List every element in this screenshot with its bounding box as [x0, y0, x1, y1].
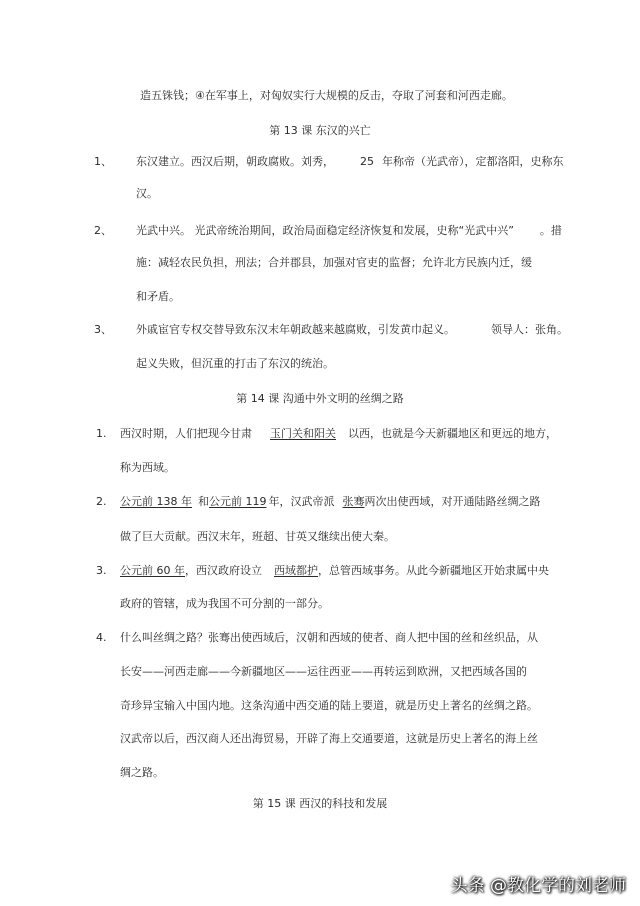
text-line [136, 323, 568, 337]
text-line: 绸之路。 [120, 766, 164, 779]
text-line [120, 564, 549, 578]
text-line: 长安——河西走廊——今新疆地区——运往西亚——再转运到欧洲，又把西域各国的 [120, 665, 527, 678]
lesson-15-title: 第 15 课 西汉的科技和发展 [252, 797, 388, 810]
text-fragment: 年，汉武帝派 [268, 495, 335, 508]
lesson-13-title: 第 13 课 东汉的兴亡 [269, 124, 371, 137]
item-number: 2. [96, 495, 107, 508]
text-line: 汉。 [136, 187, 158, 200]
text-line [120, 427, 557, 441]
text-line: 做了巨大贡献。西汉末年，班超、甘英又继续出使大秦。 [120, 530, 395, 543]
text-line: 施：减轻农民负担，刑法；合并郡县，加强对官吏的监督；允许北方民族内迁，缓 [136, 256, 532, 269]
text-fragment: 25 [360, 155, 374, 168]
text-fragment: 东汉建立。西汉后期，朝政腐败。刘秀， [136, 155, 334, 168]
text-fragment: 领导人：张角。 [491, 323, 568, 336]
fill-blank-answer: 公元前 119 [209, 495, 267, 508]
text-fragment: 以西，也就是今天新疆地区和更远的地方， [348, 427, 557, 440]
text-line: 和矛盾。 [136, 290, 180, 303]
item-number: 3、 [94, 323, 112, 336]
text-line [136, 155, 564, 169]
text-line: 什么叫丝绸之路？张骞出使西域后，汉朝和西域的使者、商人把中国的丝和丝织品，从 [120, 631, 538, 644]
item-number: 3. [96, 564, 107, 577]
fill-blank-answer: 张骞 [342, 495, 365, 508]
text-fragment: 和 [198, 495, 209, 508]
text-fragment: 光武中兴。 光武帝统治期间，政治局面稳定经济恢复和发展，史称“光武中兴” [136, 224, 514, 237]
text-line: 奇珍异宝输入中国内地。这条沟通中西交通的陆上要道，就是历史上著名的丝绸之路。 [120, 699, 538, 712]
text-fragment: ，总管西域事务。从此今新疆地区开始隶属中央 [318, 564, 549, 577]
text-line [120, 495, 541, 509]
fill-blank-answer: 西域都护 [274, 564, 318, 577]
item-number: 1、 [94, 155, 112, 168]
item-number: 1. [96, 427, 107, 440]
text-fragment: ，西汉政府设立 [185, 564, 262, 577]
fill-blank-answer: 公元前 60 年 [120, 564, 185, 577]
watermark: 头条 @教化学的刘老师 [450, 876, 626, 896]
text-line [136, 224, 562, 238]
item-number: 4. [96, 631, 107, 644]
text-fragment: 两次出使西域，对开通陆路丝绸之路 [364, 495, 541, 508]
text-line: 起义失败，但沉重的打击了东汉的统治。 [136, 357, 334, 370]
lesson-14-title: 第 14 课 沟通中外文明的丝绸之路 [236, 392, 404, 405]
fill-blank-answer: 玉门关和阳关 [270, 427, 336, 440]
text-fragment: 年称帝（光武帝），定都洛阳，史称东 [382, 155, 564, 168]
fill-blank-answer: 公元前 138 年 [120, 495, 192, 508]
text-fragment: 。措 [539, 224, 562, 237]
text-line: 造五铢钱；④在军事上，对匈奴实行大规模的反击，夺取了河套和河西走廊。 [140, 89, 513, 102]
text-line: 称为西域。 [120, 461, 175, 474]
text-fragment: 西汉时期，人们把现今甘肃 [120, 427, 252, 440]
text-fragment: 外戚宦官专权交替导致东汉末年朝政越来越腐败，引发黄巾起义。 [136, 323, 455, 336]
item-number: 2、 [94, 224, 112, 237]
text-line: 政府的管辖，成为我国不可分割的一部分。 [120, 597, 329, 610]
text-line: 汉武帝以后，西汉商人还出海贸易，开辟了海上交通要道，这就是历史上著名的海上丝 [120, 732, 538, 745]
